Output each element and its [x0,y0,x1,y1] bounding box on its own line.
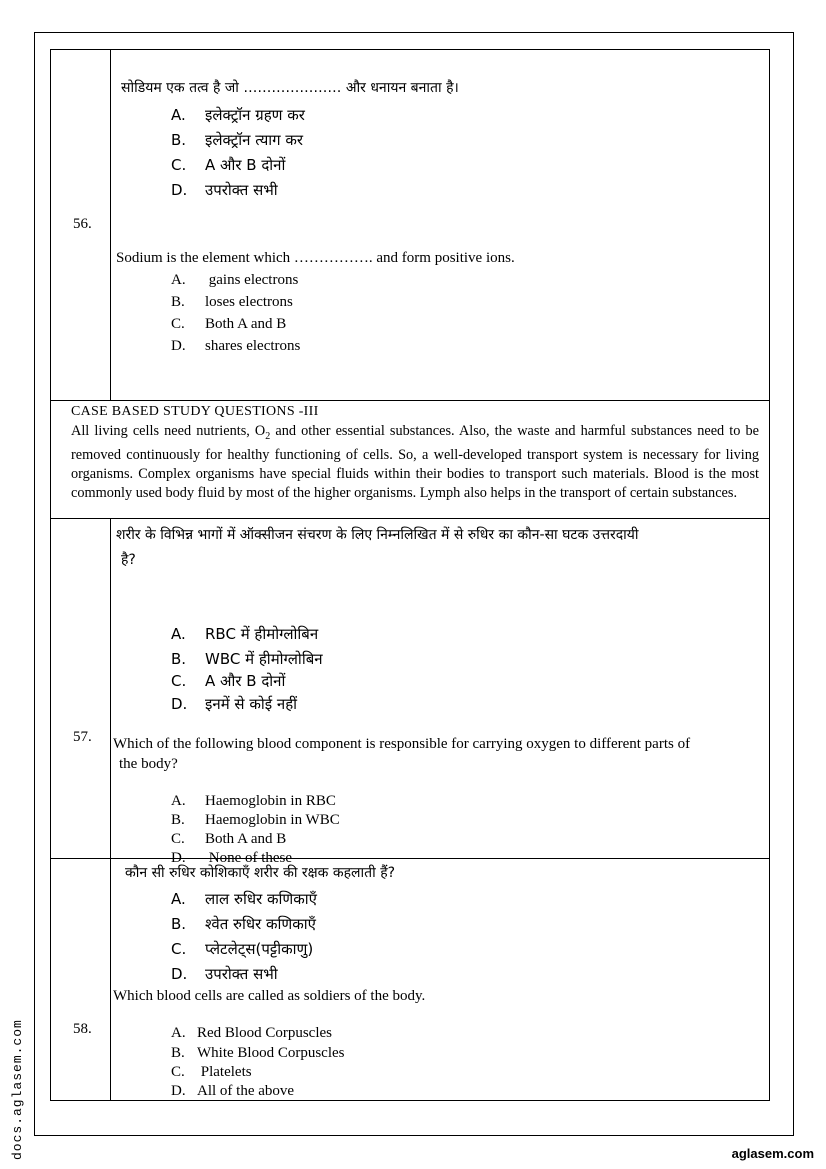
hindi-option-b: B. श्वेत रुधिर कणिकाएँ [171,915,316,933]
english-option-c: C. Both A and B [171,831,287,847]
hindi-question: कौन सी रुधिर कोशिकाएँ शरीर की रक्षक कहलाती हैं? [125,865,396,881]
english-option-d: D. All of the above [171,1083,295,1099]
hindi-question-line-2: है? [121,552,136,568]
hindi-option-d: D. इनमें से कोई नहीं [171,695,298,713]
hindi-option-b: B. इलेक्ट्रॉन त्याग कर [171,131,304,149]
english-option-c: C. Both A and B [171,316,287,332]
hindi-option-c: C. प्लेटलेट्स(पट्टीकाणु) [171,940,314,958]
english-option-d: D. shares electrons [171,338,301,354]
english-option-a: A. gains electrons [171,272,299,288]
hindi-question-line-1: शरीर के विभिन्न भागों में ऑक्सीजन संचरण के लिए निम्नलिखित में से रुधिर का कौन-सा घटक उत्तरदायी [116,527,639,543]
hindi-option-d: D. उपरोक्त सभी [171,181,278,199]
english-question: Which blood cells are called as soldiers of the body. [113,988,426,1004]
question-57-row [51,519,769,866]
english-option-a: A. Red Blood Corpuscles [171,1025,332,1041]
hindi-option-a: A. इलेक्ट्रॉन ग्रहण कर [171,106,305,124]
question-number: 58. [73,1021,92,1037]
question-56-row [51,50,769,401]
english-option-b: B. White Blood Corpuscles [171,1045,345,1061]
hindi-question: सोडियम एक तत्व है जो ………………… और धनायन बनाता है। [121,80,459,96]
footer-brand[interactable]: aglasem.com [731,1146,814,1161]
number-column [51,859,111,1100]
question-58-row [51,859,769,1100]
english-option-c: C. Platelets [171,1064,252,1080]
english-question-line-2: the body? [119,756,178,772]
side-watermark: docs.aglasem.com [10,1019,25,1160]
number-column [51,50,111,400]
hindi-option-d: D. उपरोक्त सभी [171,965,278,983]
question-number: 57. [73,729,92,745]
hindi-option-c: C. A और B दोनों [171,156,286,174]
english-option-b: B. Haemoglobin in WBC [171,812,340,828]
english-question-line-1: Which of the following blood component is responsible for carrying oxygen to different parts of [113,736,691,752]
english-question: Sodium is the element which ……………. and form positive ions. [116,250,515,266]
case-study-title: CASE BASED STUDY QUESTIONS -III [71,404,319,419]
english-option-b: B. loses electrons [171,294,293,310]
english-option-a: A. Haemoglobin in RBC [171,793,336,809]
question-number: 56. [73,216,92,232]
question-table [50,49,770,1101]
english-option-d: D. None of these [171,850,293,866]
case-study-row [51,401,769,519]
hindi-option-b: B. WBC में हीमोग्लोबिन [171,650,323,668]
hindi-option-a: A. लाल रुधिर कणिकाएँ [171,890,317,908]
number-column [51,519,111,858]
case-study-passage: All living cells need nutrients, $O_2$ and other essential substances. Also, the waste and harmful substances need to be removed continuously for healthy functioning of cells. So, a well-developed transport system is necessary for living organisms. Complex organisms have special fluids within their bodies to transport such materials. Blood is the most commonly used body fluid by most of the higher organisms. Lymph also helps in the transport of certain substances. [71,423,759,501]
hindi-option-a: A. RBC में हीमोग्लोबिन [171,625,319,643]
hindi-option-c: C. A और B दोनों [171,672,286,690]
